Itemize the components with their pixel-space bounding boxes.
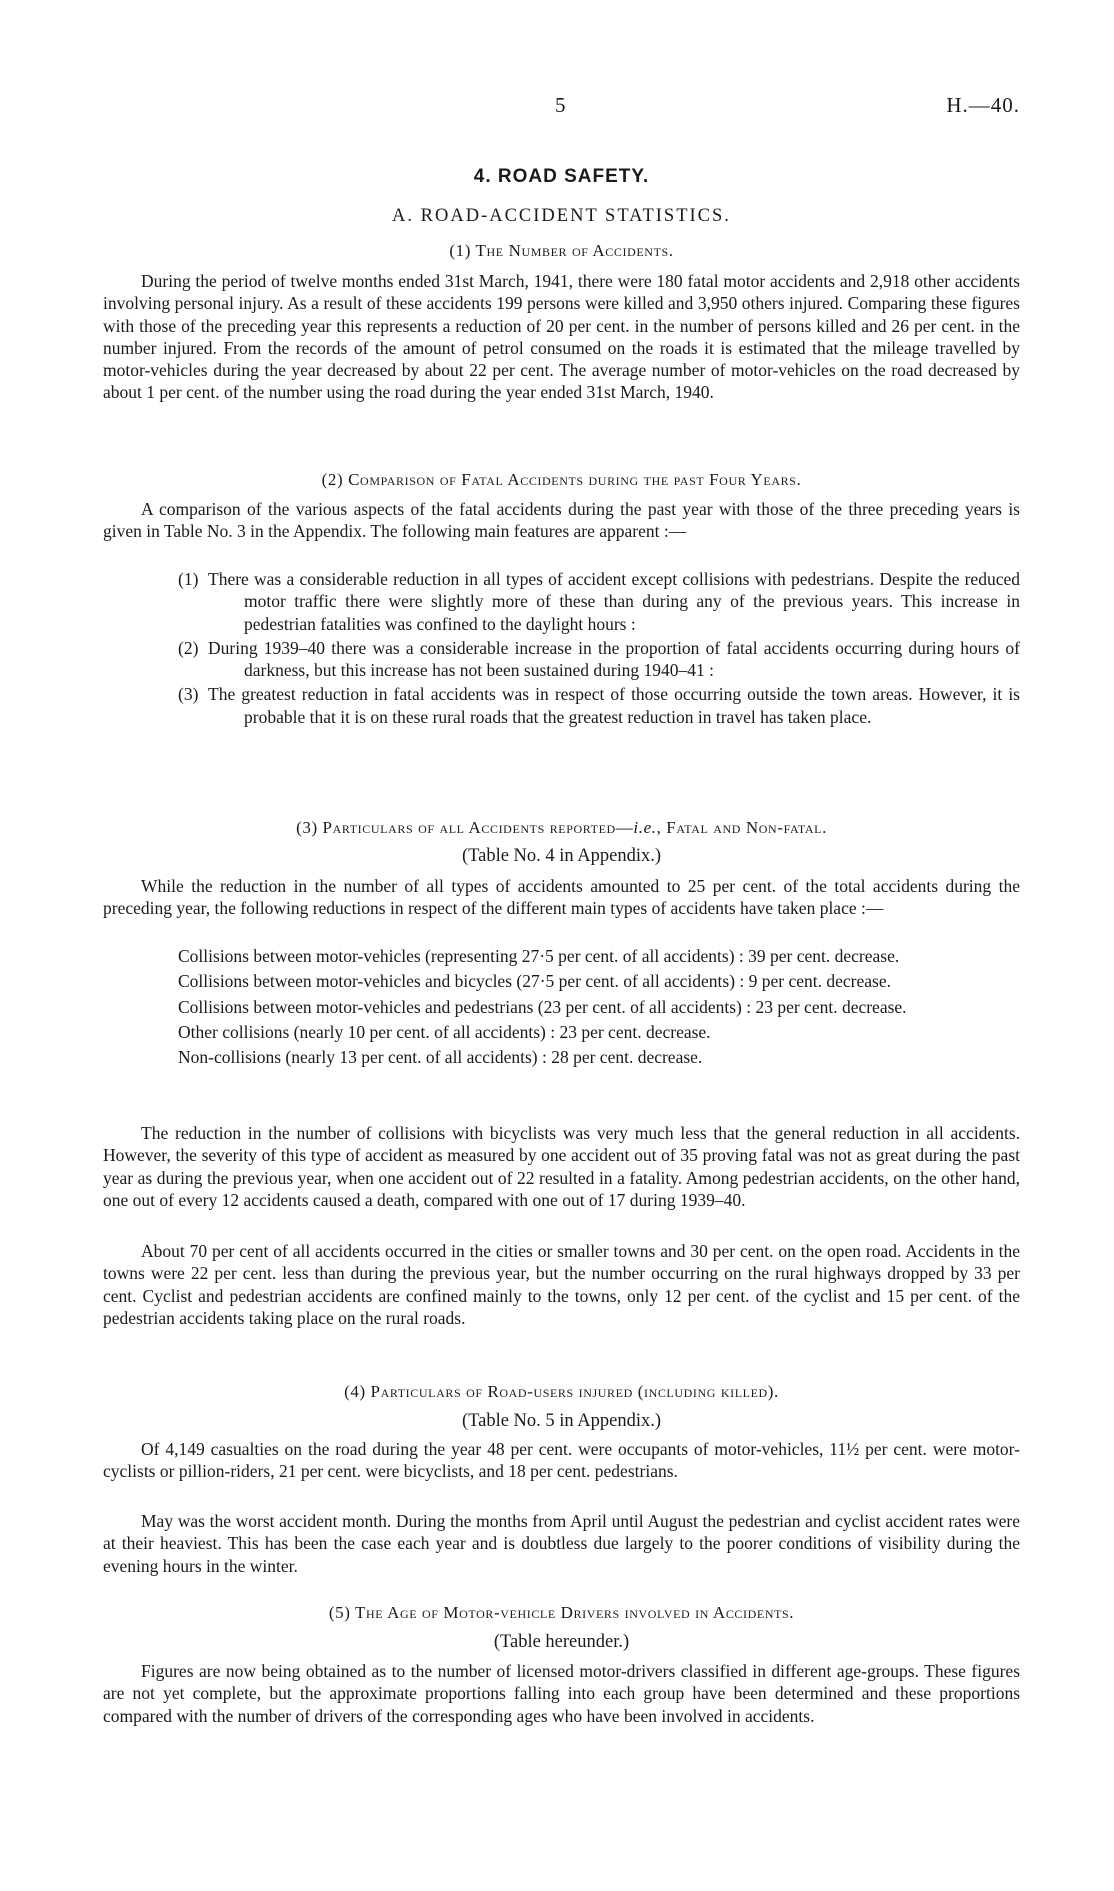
- section-3-paragraph-3: About 70 per cent of all accidents occurred in the cities or smaller towns and 30 per cent. on the open road. Accidents in the towns were 22 per cent. less than during the previous year, but the number occurring on the rural highways dropped by 33 per cent. Cyclist and pedestrian accidents are confined mainly to the towns, only 12 per cent. of the cyclist and 15 per cent. of the pedestrian accidents taking place on the rural roads.: [103, 1241, 1020, 1328]
- section-3-paragraph-2: The reduction in the number of collisions with bicyclists was very much less that the general reduction in all accidents. However, the severity of this type of accident as measured by one accident out of 35 proving fatal was not as great during the past year as during the previous year, when one accident out of 22 resulted in a fatality. Among pedestrian accidents, on the other hand, one out of every 12 accidents caused a death, compared with one out of 17 during 1939–40.: [103, 1123, 1020, 1210]
- list-item: Collisions between motor-vehicles (representing 27·5 per cent. of all accidents) : 39 per cent. decrease.: [178, 946, 900, 966]
- list-item: Collisions between motor-vehicles and pedestrians (23 per cent. of all accidents) : 23 per cent. decrease.: [178, 996, 907, 1017]
- fatal-features-list: [178, 568, 1020, 730]
- section-4-table-reference: (Table No. 5 in Appendix.): [461, 1411, 662, 1431]
- reductions-list: [178, 945, 1020, 1071]
- list-item: Collisions between motor-vehicles and bicycles (27·5 per cent. of all accidents) : 9 per cent. decrease.: [178, 971, 891, 992]
- page-number: 5: [555, 93, 566, 117]
- section-5-heading: (5) The Age of Motor-vehicle Drivers involved in Accidents.: [328, 1603, 795, 1622]
- section-3-paragraph: While the reduction in the number of all types of accidents amounted to 25 per cent. of the total accidents during the preceding year, the following reductions in respect of the different main types of accidents have taken place :—: [103, 876, 1020, 919]
- section-1-paragraph: During the period of twelve months ended 31st March, 1941, there were 180 fatal motor accidents and 2,918 other accidents involving personal injury. As a result of these accidents 199 persons were killed and 3,950 others injured. Comparing these figures with those of the preceding year this represents a reduction of 20 per cent. in the number of persons killed and 26 per cent. in the number injured. From the records of the amount of petrol consumed on the roads it is estimated that the mileage travelled by motor-vehicles during the year decreased by about 22 per cent. The average number of motor-vehicles on the road decreased by about 1 per cent. of the number using the road during the year ended 31st March, 1940.: [103, 271, 1020, 403]
- list-item: Other collisions (nearly 10 per cent. of all accidents) : 23 per cent. decrease.: [178, 1021, 711, 1042]
- section-2-paragraph: A comparison of the various aspects of the fatal accidents during the past year with those of the three preceding years is given in Table No. 3 in the Appendix. The following main features are apparent :—: [103, 499, 1020, 542]
- document-reference: H.—40.: [946, 93, 1020, 117]
- list-item: (2) During 1939–40 there was a considerable increase in the proportion of fatal accidents occurring during hours of darkness, but this increase has not been sustained during 1940–41 :: [178, 637, 1020, 681]
- section-4-paragraph: Of 4,149 casualties on the road during the year 48 per cent. were occupants of motor-vehicles, 11½ per cent. were motor-cyclists or pillion-riders, 21 per cent. were bicyclists, and 18 per cent. pedestrians.: [103, 1439, 1020, 1482]
- section-5-table-reference: (Table hereunder.): [493, 1632, 630, 1652]
- list-item: Non-collisions (nearly 13 per cent. of all accidents) : 28 per cent. decrease.: [178, 1047, 703, 1068]
- section-2-heading: (2) Comparison of Fatal Accidents during the past Four Years.: [321, 470, 802, 489]
- section-1-heading: (1) The Number of Accidents.: [449, 241, 674, 260]
- list-item: (1) There was a considerable reduction in all types of accident except collisions with pedestrians. Despite the reduced motor traffic there were slightly more of these than during any of the previous years. This increase in pedestrian fatalities was confined to the daylight hours :: [178, 569, 1020, 634]
- section-3-table-reference: (Table No. 4 in Appendix.): [461, 846, 662, 866]
- section-title: 4. ROAD SAFETY.: [473, 166, 650, 187]
- section-5-paragraph: Figures are now being obtained as to the number of licensed motor-drivers classified in different age-groups. These figures are not yet complete, but the approximate proportions falling into each group have been determined and these proportions compared with the number of drivers of the corresponding ages who have been involved in accidents.: [103, 1661, 1020, 1726]
- section-4-paragraph-2: May was the worst accident month. During the months from April until August the pedestrian and cyclist accident rates were at their heaviest. This has been the case each year and is doubtless due largely to the poorer conditions of visibility during the evening hours in the winter.: [103, 1511, 1020, 1576]
- subsection-title: A. ROAD-ACCIDENT STATISTICS.: [392, 206, 731, 226]
- section-3-heading: (3) Particulars of all Accidents reported—i.e., Fatal and Non-fatal.: [296, 818, 827, 837]
- section-4-heading: (4) Particulars of Road-users injured (including killed).: [344, 1382, 779, 1401]
- list-item: (3) The greatest reduction in fatal accidents was in respect of those occurring outside the town areas. However, it is probable that it is on these rural roads that the greatest reduction in travel has taken place.: [178, 684, 1020, 727]
